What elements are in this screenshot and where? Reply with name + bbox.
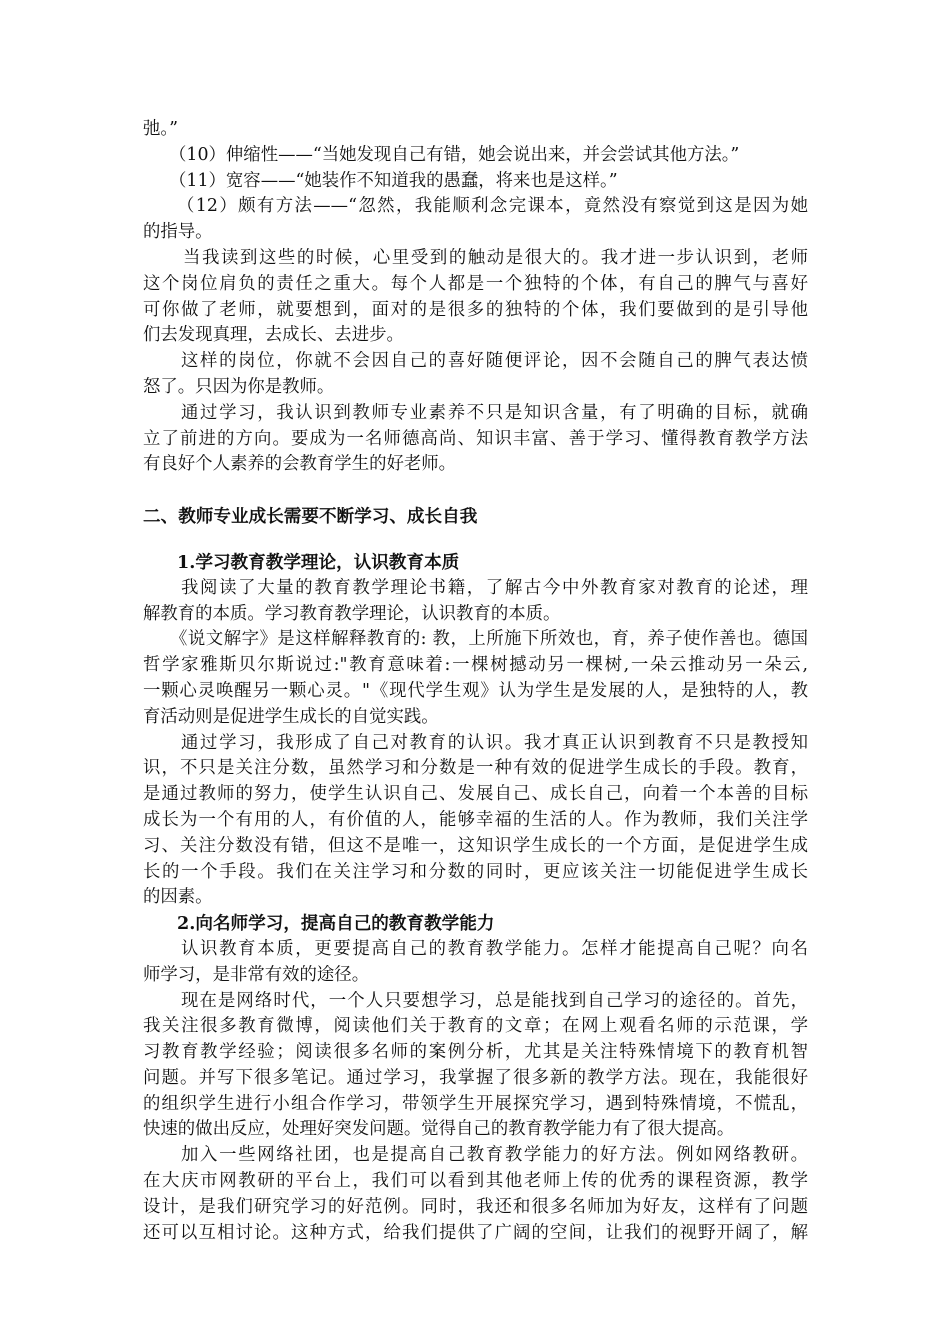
text-line: 我阅读了大量的教育教学理论书籍，了解古今中外教育家对教育的论述，理 [181,577,808,598]
text-line: 现在是网络时代，一个人只要想学习，总是能找到自己学习的途径的。首先， [181,990,808,1011]
text-line: 的组织学生进行小组合作学习，带领学生开展探究学习，遇到特殊情境，不慌乱， [143,1093,808,1114]
text-line: 习教育教学经验；阅读很多名师的案例分析，尤其是关注特殊情境下的教育机智 [143,1042,808,1063]
text-line: 这个岗位肩负的责任之重大。每个人都是一个独特的个体，有自己的脾气与喜好 [143,273,808,294]
text-line: 育活动则是促进学生成长的自觉实践。 [143,706,439,727]
text-line: （10）伸缩性——“当她发现自己有错，她会说出来，并会尝试其他方法。” [169,144,740,165]
text-line: 加入一些网络社团，也是提高自己教育教学能力的好方法。例如网络教研。 [181,1145,808,1166]
text-line: 习、关注分数没有错，但这不是唯一，这知识学生成长的一个方面，是促进学生成 [143,835,808,856]
text-line: 设计，是我们研究学习的好范例。同时，我还和很多名师加为好友，这样有了问题 [143,1196,808,1217]
text-line: 哲学家雅斯贝尔斯说过:"教育意味着:一棵树撼动另一棵树,一朵云推动另一朵云, [143,655,808,676]
text-line: 有良好个人素养的会教育学生的好老师。 [143,454,457,475]
text-line: 的指导。 [143,222,213,243]
text-line: 一颗心灵唤醒另一颗心灵。"《现代学生观》认为学生是发展的人，是独特的人，教 [143,680,808,701]
text-line: 师学习，是非常有效的途径。 [143,964,370,985]
text-line: 的因素。 [143,887,213,908]
text-line: 快速的做出反应，处理好突发问题。觉得自己的教育教学能力有了很大提高。 [143,1119,735,1140]
text-line: 弛。” [143,119,178,139]
text-line: 当我读到这些的时候，心里受到的触动是很大的。我才进一步认识到，老师 [183,247,808,268]
text-line: 通过学习，我形成了自己对教育的认识。我才真正认识到教育不只是教授知 [181,732,808,753]
text-line: 解教育的本质。学习教育教学理论，认识教育的本质。 [143,603,561,624]
text-line: 我关注很多教育微博，阅读他们关于教育的文章；在网上观看名师的示范课，学 [143,1016,808,1037]
text-line: 是通过教师的努力，使学生认识自己、发展自己、成长自己，向着一个本善的目标 [143,784,808,805]
text-line: 问题。并写下很多笔记。通过学习，我掌握了很多新的教学方法。现在，我能很好 [143,1067,808,1088]
section-heading: 二、教师专业成长需要不断学习、成长自我 [143,506,478,528]
text-line: 这样的岗位，你就不会因自己的喜好随便评论，因不会随自己的脾气表达愤 [181,351,808,372]
subsection-heading: 2.向名师学习，提高自己的教育教学能力 [177,913,495,935]
text-line: 长的一个手段。我们在关注学习和分数的同时，更应该关注一切能促进学生成长 [143,861,808,882]
text-line: 成长为一个有用的人，有价值的人，能够幸福的生活的人。作为教师，我们关注学 [143,809,808,830]
text-line: 《说文解字》是这样解释教育的: 教，上所施下所效也，育，养子使作善也。德国 [170,629,808,650]
text-line: 识，不只是关注分数，虽然学习和分数是一种有效的促进学生成长的手段。教育， [143,758,808,779]
text-line: 认识教育本质，更要提高自己的教育教学能力。怎样才能提高自己呢？向名 [181,938,808,959]
text-line: 们去发现真理，去成长、去进步。 [143,325,404,346]
text-line: 通过学习，我认识到教师专业素养不只是知识含量，有了明确的目标，就确 [181,402,808,423]
text-line: 立了前进的方向。要成为一名师德高尚、知识丰富、善于学习、懂得教育教学方法 [143,428,808,449]
paragraph-spacer [143,478,808,504]
text-line: 怒了。只因为你是教师。 [143,376,335,397]
text-line: 在大庆市网教研的平台上，我们可以看到其他老师上传的优秀的课程资源，教学 [143,1171,808,1192]
document-body [143,117,808,1246]
text-line: 还可以互相讨论。这种方式，给我们提供了广阔的空间，让我们的视野开阔了，解 [143,1222,808,1243]
text-line: （12）颇有方法——“忽然，我能顺利念完课本，竟然没有察觉到这是因为她 [177,196,808,217]
paragraph-spacer [143,530,808,550]
text-line: 可你做了老师，就要想到，面对的是很多的独特的个体，我们要做到的是引导他 [143,299,808,320]
text-line: （11）宽容——“她装作不知道我的愚蠢，将来也是这样。” [169,170,618,191]
subsection-heading: 1.学习教育教学理论，认识教育本质 [177,551,460,573]
